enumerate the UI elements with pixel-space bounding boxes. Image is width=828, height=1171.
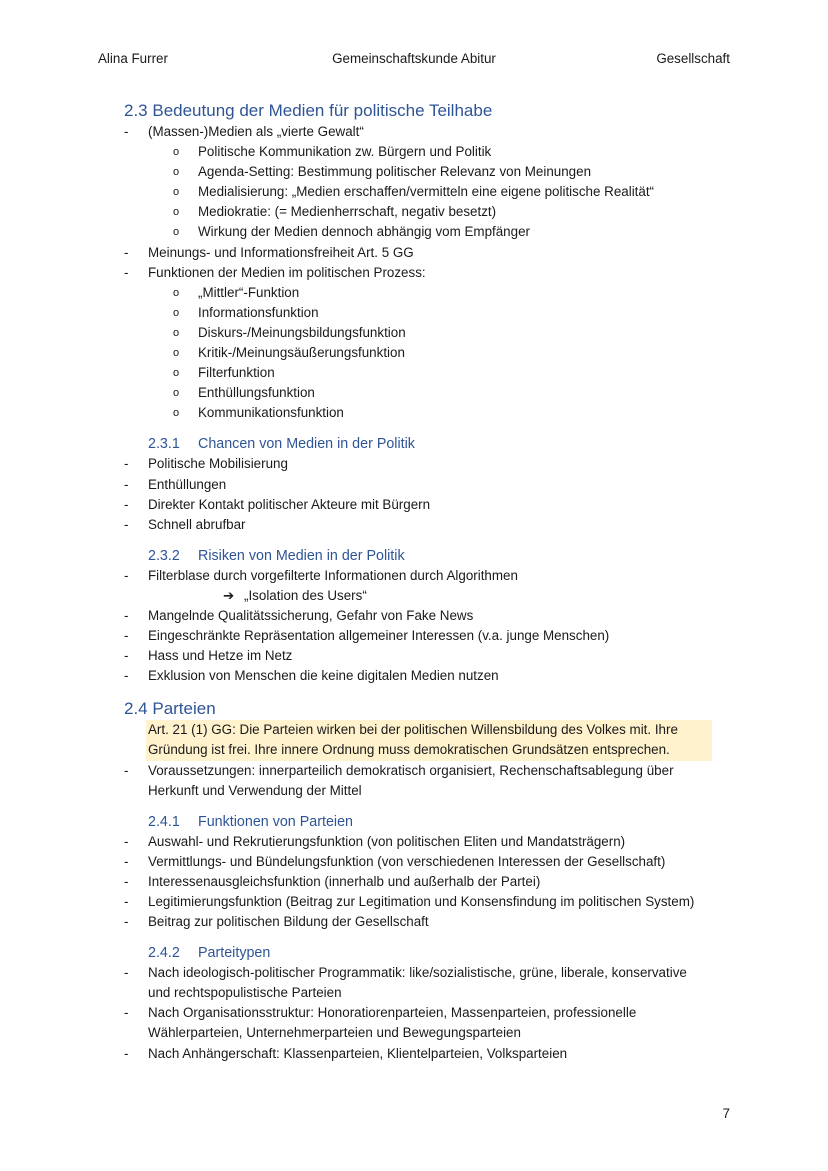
circle-bullet: o [173, 326, 180, 339]
list-item: - Mangelnde Qualitätssicherung, Gefahr von Fake News [0, 606, 828, 626]
dash-bullet: - [124, 516, 129, 532]
dash-bullet: - [124, 244, 129, 260]
list-item: - Nach ideologisch-politischer Programmatik: like/sozialistische, grüne, liberale, konservative [0, 963, 828, 983]
list-item: - Meinungs- und Informationsfreiheit Art. 5 GG [0, 243, 828, 263]
list-item: - Hass und Hetze im Netz [0, 646, 828, 666]
arrow-list-item: ➔ „Isolation des Users“ [0, 586, 828, 606]
sub-list-item: o Mediokratie: (= Medienherrschaft, negativ besetzt) [0, 202, 828, 222]
list-item: - Beitrag zur politischen Bildung der Gesellschaft [0, 912, 828, 932]
header-author: Alina Furrer [98, 51, 168, 66]
dash-bullet: - [124, 914, 129, 930]
section-heading-2-3: 2.3 Bedeutung der Medien für politische Teilhabe [124, 101, 493, 120]
dash-bullet: - [124, 833, 129, 849]
dash-bullet: - [124, 567, 129, 583]
dash-bullet: - [124, 124, 129, 139]
circle-bullet: o [173, 387, 180, 400]
dash-bullet: - [124, 668, 129, 684]
dash-bullet: - [124, 1005, 129, 1021]
list-item: - Eingeschränkte Repräsentation allgemeiner Interessen (v.a. junge Menschen) [0, 626, 828, 646]
list-item: - Legitimierungsfunktion (Beitrag zur Legitimation und Konsensfindung im politischen System) [0, 892, 828, 912]
section-heading-2-4: 2.4 Parteien [124, 699, 216, 719]
list-item: - Politische Mobilisierung [0, 454, 828, 474]
list-item: - Exklusion von Menschen die keine digitalen Medien nutzen [0, 666, 828, 686]
circle-bullet: o [173, 186, 180, 199]
document-body [0, 100, 828, 1064]
circle-bullet: o [173, 206, 180, 219]
circle-bullet: o [173, 226, 180, 239]
dash-bullet: - [124, 648, 129, 664]
header-topic: Gesellschaft [656, 51, 730, 66]
list-item: - Voraussetzungen: innerparteilich demokratisch organisiert, Rechenschaftsablegung über [0, 761, 828, 781]
list-item: - Direkter Kontakt politischer Akteure mit Bürgern [0, 495, 828, 515]
dash-bullet: - [124, 762, 129, 778]
sub-list-item: o Kommunikationsfunktion [0, 403, 828, 423]
header-course: Gemeinschaftskunde Abitur [332, 51, 496, 66]
sub-list-item: o Informationsfunktion [0, 303, 828, 323]
circle-bullet: o [173, 367, 180, 380]
list-item: - Nach Anhängerschaft: Klassenparteien, Klientelparteien, Volksparteien [0, 1044, 828, 1064]
list-item: - (Massen-)Medien als „vierte Gewalt“ [0, 122, 828, 142]
circle-bullet: o [173, 306, 180, 319]
circle-bullet: o [173, 347, 180, 360]
section-heading-2-4-2: 2.4.2 Parteitypen [148, 945, 271, 962]
sub-list-item: o Wirkung der Medien dennoch abhängig vom Empfänger [0, 222, 828, 242]
highlighted-quote: Art. 21 (1) GG: Die Parteien wirken bei der politischen Willensbildung des Volkes mit. Ihre Gründung ist frei. Ihre innere Ordnung muss demokratischen Grundsätzen entsprechen. [146, 720, 712, 760]
list-item: - Auswahl- und Rekrutierungsfunktion (von politischen Eliten und Mandatsträgern) [0, 832, 828, 852]
sub-list-item: o Agenda-Setting: Bestimmung politischer Relevanz von Meinungen [0, 162, 828, 182]
list-item-continuation: Herkunft und Verwendung der Mittel [148, 782, 362, 798]
list-item: - Filterblase durch vorgefilterte Informationen durch Algorithmen [0, 566, 828, 586]
list-item: - Enthüllungen [0, 475, 828, 495]
dash-bullet: - [124, 853, 129, 869]
sub-list-item: o „Mittler“-Funktion [0, 283, 828, 303]
list-item: - Vermittlungs- und Bündelungsfunktion (von verschiedenen Interessen der Gesellschaft) [0, 852, 828, 872]
sub-list-item: o Diskurs-/Meinungsbildungsfunktion [0, 323, 828, 343]
list-item: - Nach Organisationsstruktur: Honoratiorenparteien, Massenparteien, professionelle [0, 1003, 828, 1023]
sub-list-item: o Enthüllungsfunktion [0, 383, 828, 403]
list-item: - Interessenausgleichsfunktion (innerhalb und außerhalb der Partei) [0, 872, 828, 892]
list-item: - Funktionen der Medien im politischen Prozess: [0, 263, 828, 283]
dash-bullet: - [124, 1045, 129, 1061]
dash-bullet: - [124, 628, 129, 644]
sub-list-item: o Filterfunktion [0, 363, 828, 383]
dash-bullet: - [124, 965, 129, 981]
dash-bullet: - [124, 456, 129, 472]
dash-bullet: - [124, 607, 129, 623]
arrow-right-icon: ➔ [223, 587, 235, 603]
section-heading-2-3-2: 2.3.2 Risiken von Medien in der Politik [148, 547, 405, 564]
section-heading-2-4-1: 2.4.1 Funktionen von Parteien [148, 813, 353, 830]
circle-bullet: o [173, 146, 180, 159]
sub-list-item: o Politische Kommunikation zw. Bürgern und Politik [0, 142, 828, 162]
section-heading-2-3-1: 2.3.1 Chancen von Medien in der Politik [148, 436, 415, 453]
dash-bullet: - [124, 873, 129, 889]
page-number: 7 [722, 1106, 730, 1121]
list-item-continuation: Wählerparteien, Unternehmerparteien und Bewegungsparteien [148, 1025, 521, 1041]
list-item: - Schnell abrufbar [0, 515, 828, 535]
dash-bullet: - [124, 894, 129, 909]
sub-list-item: o Medialisierung: „Medien erschaffen/vermitteln eine eigene politische Realität“ [0, 182, 828, 202]
dash-bullet: - [124, 476, 129, 492]
circle-bullet: o [173, 166, 180, 179]
dash-bullet: - [124, 496, 129, 512]
circle-bullet: o [173, 286, 180, 299]
sub-list-item: o Kritik-/Meinungsäußerungsfunktion [0, 343, 828, 363]
dash-bullet: - [124, 264, 129, 280]
list-item-continuation: und rechtspopulistische Parteien [148, 985, 342, 1001]
circle-bullet: o [173, 407, 180, 420]
